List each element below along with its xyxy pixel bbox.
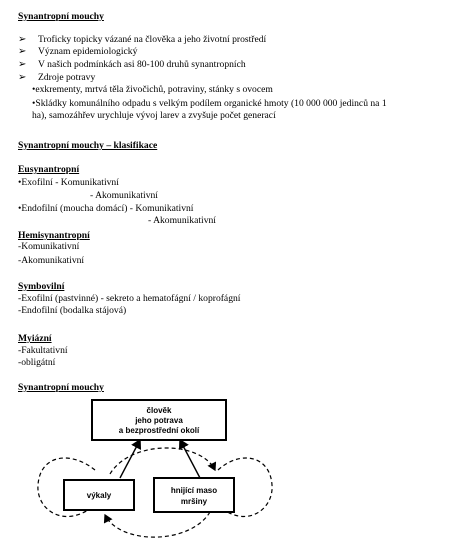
heading-symbovilni: Symbovilní [18, 281, 65, 292]
arrow-bullet-icon: ➢ [18, 34, 27, 45]
bullet-item: ➢ Zdroje potravy [18, 72, 96, 83]
class-line: -obligátní [18, 357, 56, 368]
section-title-diagram: Synantropní mouchy [18, 382, 104, 393]
bullet-item: ➢ Troficky topicky vázané na člověka a jeho životní prostředí [18, 34, 267, 45]
arrow-bullet-icon: ➢ [18, 46, 27, 57]
box-clovek-label: jeho potrava [135, 416, 183, 425]
heading-eusynantropni: Eusynantropní [18, 164, 80, 175]
heading-hemisynantropni: Hemisynantropní [18, 230, 90, 241]
dashed-arc-bottom [105, 512, 210, 537]
box-vykaly-label: výkaly [86, 491, 112, 500]
class-line: -Exofilní (pastvinné) - sekreto a hematofágní / koprofágní [18, 293, 241, 304]
class-line: •Endofilní (moucha domácí) - Komunikativní [18, 203, 194, 214]
box-maso-label: hnijící maso [170, 486, 218, 495]
class-line: - Akomunikativní [90, 190, 158, 201]
box-clovek-label: člověk [146, 406, 172, 415]
class-line: -Komunikativní [18, 241, 80, 252]
box-clovek-label: a bezprostřední okolí [118, 426, 200, 435]
food-source-item-continuation: ha), samozáhřev urychluje vývoj larev a zvyšuje počet generací [32, 110, 276, 121]
class-line: -Endofilní (bodalka stájová) [18, 305, 127, 316]
dashed-arc-top [110, 448, 215, 474]
food-source-item: •Skládky komunálního odpadu s velkým podílem organické hmoty (10 000 000 jedinců na 1 [32, 98, 387, 109]
arrow-bullet-icon: ➢ [18, 59, 27, 70]
arrow-vykaly-to-clovek [120, 440, 140, 478]
heading-myiazni: Myiázní [18, 333, 52, 344]
box-maso-label: mršiny [180, 497, 208, 506]
box-hnijici-maso [154, 478, 234, 512]
arrow-bullet-icon: ➢ [18, 72, 27, 83]
bullet-item: ➢ V našich podmínkách asi 80-100 druhů synantropních [18, 59, 246, 70]
section-title-synantropni: Synantropní mouchy [18, 11, 104, 22]
food-source-item: •exkrementy, mrtvá těla živočichů, potraviny, stánky s ovocem [32, 84, 273, 95]
bullet-item: ➢ Význam epidemiologický [18, 46, 138, 57]
section-title-klasifikace: Synantropní mouchy – klasifikace [18, 140, 158, 151]
class-line: - Akomunikativní [148, 215, 216, 226]
class-line: •Exofilní - Komunikativní [18, 177, 119, 188]
class-line: -Akomunikativní [18, 255, 85, 266]
arrow-maso-to-clovek [180, 440, 200, 478]
class-line: -Fakultativní [18, 345, 68, 356]
